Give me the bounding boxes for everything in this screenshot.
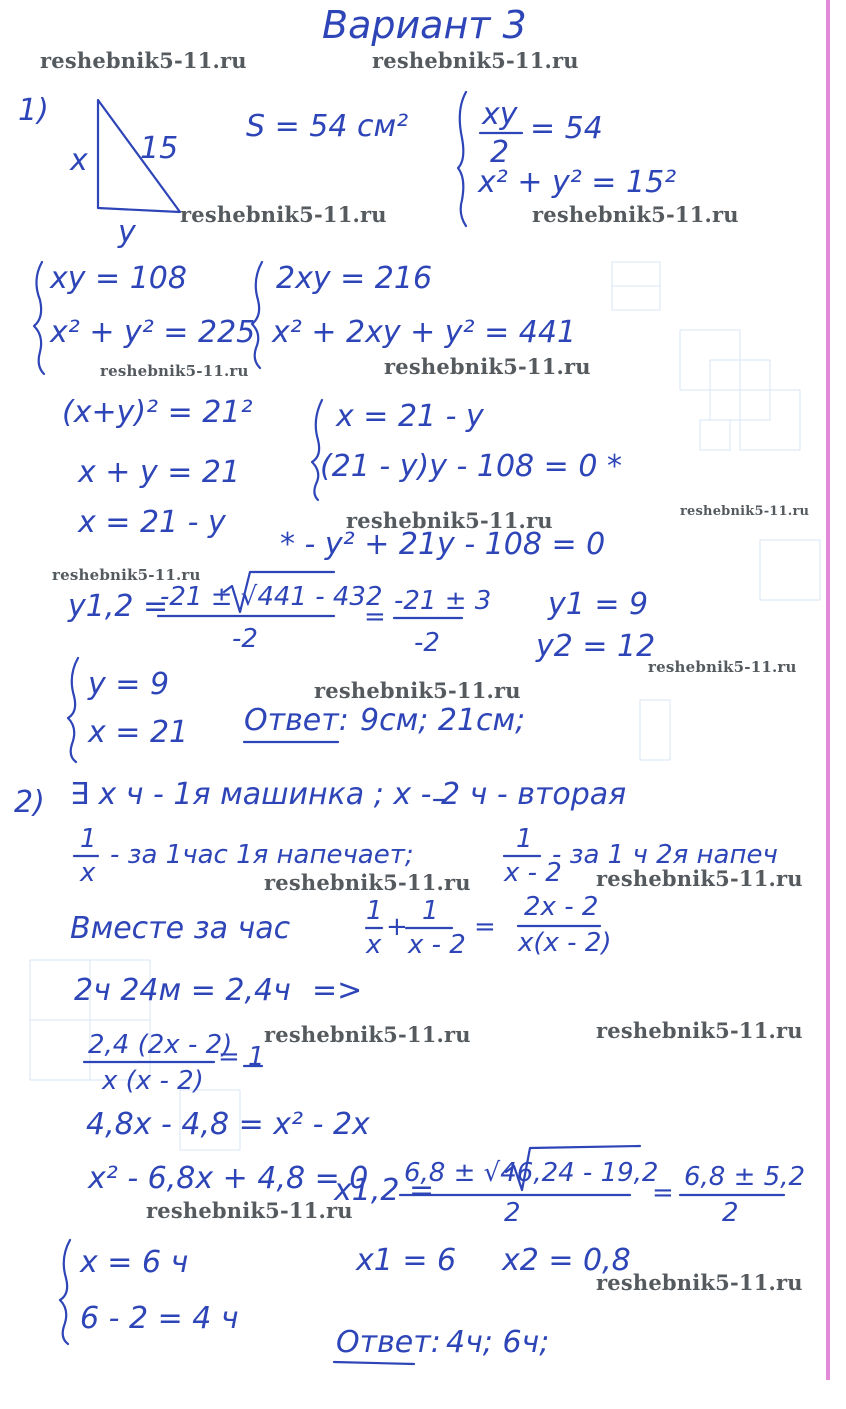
eq-den: x (x - 2): [102, 1066, 204, 1096]
sys-a-eq1-num: xy: [482, 97, 518, 132]
answer-underline-2: [334, 1362, 414, 1364]
sum-r-num: 2x - 2: [524, 892, 599, 922]
watermark: reshebnik5-11.ru: [680, 504, 810, 519]
answer2-value: 4ч; 6ч;: [446, 1325, 550, 1360]
sum-equals: =: [474, 912, 496, 942]
watermark: reshebnik5-11.ru: [648, 658, 797, 676]
roots-numerator: -21 ± √441 - 432: [160, 582, 383, 612]
watermark: reshebnik5-11.ru: [596, 1270, 803, 1295]
roots-x-num-2: 6,8 ± 5,2: [684, 1162, 806, 1192]
roots-numerator-2: -21 ± 3: [394, 586, 492, 616]
watermark: reshebnik5-11.ru: [180, 202, 387, 227]
variant-title: Вариант 3: [322, 3, 527, 47]
roots-x-num: 6,8 ± √46,24 - 19,2: [404, 1158, 659, 1188]
watermark: reshebnik5-11.ru: [314, 678, 521, 703]
watermark: reshebnik5-11.ru: [264, 1022, 471, 1047]
p2-line2b: - за 1 ч 2я напеч: [552, 840, 778, 870]
sys-b-eq1: xy = 108: [50, 261, 187, 296]
step-1: (x+y)² = 21²: [62, 395, 253, 430]
sum-a-den: x: [366, 930, 382, 960]
brace-6: [60, 1240, 70, 1344]
root-x1: x1 = 6: [356, 1243, 457, 1278]
frac1-den: x: [80, 858, 96, 888]
watermark: reshebnik5-11.ru: [372, 48, 579, 73]
star-equation: * - y² + 21y - 108 = 0: [280, 527, 606, 562]
roots-denominator-2: -2: [414, 628, 440, 658]
roots-x-label: x1,2 =: [334, 1173, 435, 1208]
watermark: reshebnik5-11.ru: [346, 508, 553, 533]
watermark: reshebnik5-11.ru: [596, 1018, 803, 1043]
frac2-den: x - 2: [504, 858, 562, 888]
root-x2: x2 = 0,8: [502, 1243, 631, 1278]
sys-a-eq1-den: 2: [490, 135, 510, 170]
roots-denominator: -2: [232, 624, 258, 654]
watermark: reshebnik5-11.ru: [264, 870, 471, 895]
watermark: reshebnik5-11.ru: [596, 866, 803, 891]
answer1-label: Ответ:: [244, 703, 349, 738]
eq-rhs: = 1: [218, 1042, 265, 1072]
sum-a-num: 1: [366, 896, 383, 926]
triangle-leg-x: x: [70, 143, 88, 178]
watermark: reshebnik5-11.ru: [52, 566, 201, 584]
eq-num: 2,4 (2x - 2): [88, 1030, 233, 1060]
roots-x-den-2: 2: [722, 1198, 739, 1228]
step-3: x = 21 - y: [78, 505, 226, 540]
sys-c-eq2: x² + 2xy + y² = 441: [272, 315, 577, 350]
sys-c-eq1: 2xy = 216: [276, 261, 433, 296]
problem1-number: 1): [18, 93, 49, 128]
sum-r-den: x(x - 2): [518, 928, 612, 958]
brace-1: [458, 92, 466, 226]
expand-eq: 4,8x - 4,8 = x² - 2x: [86, 1107, 370, 1142]
sys-a-eq1-rhs: = 54: [530, 111, 603, 146]
time-conversion: 2ч 24м = 2,4ч: [74, 973, 291, 1008]
area-given: S = 54 см²: [246, 109, 409, 144]
roots-label: y1,2 =: [68, 589, 169, 624]
brace-5: [68, 658, 78, 762]
sys-d-eq1: x = 21 - y: [336, 399, 484, 434]
sum-b-num: 1: [422, 896, 439, 926]
roots-equals: =: [364, 602, 386, 632]
sys2-eq2: 6 - 2 = 4 ч: [80, 1301, 239, 1336]
problem2-number: 2): [14, 785, 45, 820]
p2-line2a: - за 1час 1я напечает;: [110, 840, 414, 870]
p2-line1: ∃ x ч - 1я машинка ; x - 2 ч - вторая: [70, 777, 627, 812]
sum-plus: +: [386, 912, 408, 942]
together-text: Вместе за час: [70, 911, 291, 946]
watermark: reshebnik5-11.ru: [384, 354, 591, 379]
quadratic-eq: x² - 6,8x + 4,8 = 0: [88, 1161, 369, 1196]
sys-e-eq1: y = 9: [88, 667, 170, 702]
step-2: x + y = 21: [78, 455, 241, 490]
sys-b-eq2: x² + y² = 225: [50, 315, 256, 350]
watermark: reshebnik5-11.ru: [532, 202, 739, 227]
triangle-hypotenuse: 15: [140, 131, 179, 166]
roots-x-equals: =: [652, 1178, 674, 1208]
implies-arrow: =>: [312, 973, 363, 1008]
brace-2: [34, 262, 44, 374]
sys-a-eq2: x² + y² = 15²: [478, 165, 677, 200]
sys-e-eq2: x = 21: [88, 715, 189, 750]
sys2-eq1: x = 6 ч: [80, 1245, 189, 1280]
watermark: reshebnik5-11.ru: [100, 362, 249, 380]
sum-b-den: x - 2: [408, 930, 466, 960]
frac2-num: 1: [516, 824, 533, 854]
root-y1: y1 = 9: [548, 587, 649, 622]
triangle-leg-y: y: [118, 215, 136, 250]
root-y2: y2 = 12: [536, 629, 656, 664]
answer1-value: 9см; 21см;: [360, 703, 526, 738]
watermark: reshebnik5-11.ru: [146, 1198, 353, 1223]
frac1-num: 1: [80, 824, 97, 854]
sys-d-eq2: (21 - y)y - 108 = 0 *: [320, 449, 622, 484]
answer2-label: Ответ:: [336, 1325, 441, 1360]
roots-x-den: 2: [504, 1198, 521, 1228]
watermark: reshebnik5-11.ru: [40, 48, 247, 73]
